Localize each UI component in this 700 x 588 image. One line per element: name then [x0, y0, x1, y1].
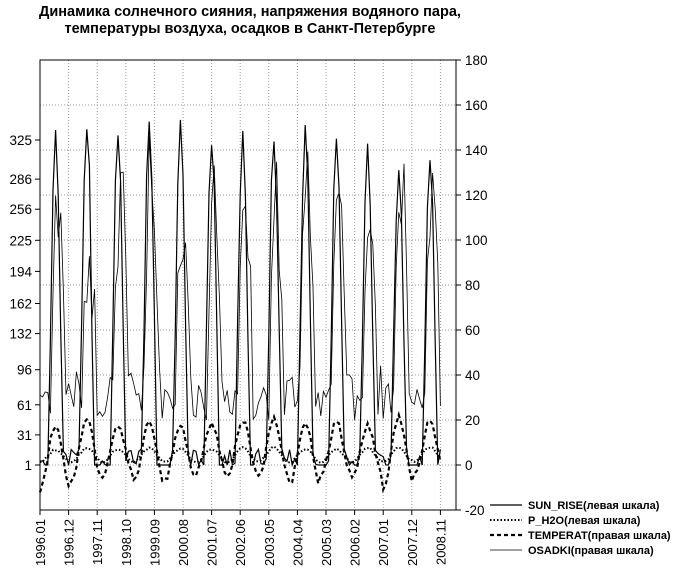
right-tick-label: 80 [465, 278, 481, 293]
right-tick-label: 160 [465, 98, 488, 113]
legend-label: SUN_RISE(левая шкала) [528, 500, 660, 512]
x-tick-label: 1996.12 [61, 519, 77, 566]
left-tick-label: 194 [9, 264, 32, 280]
right-tick-label: 40 [465, 368, 481, 383]
x-tick-label: 1998.10 [118, 519, 134, 566]
x-tick-label: 2008.11 [433, 519, 449, 566]
left-tick-label: 325 [9, 133, 32, 148]
right-tick-label: -20 [465, 503, 485, 518]
legend-label: TEMPERAT(правая шкала) [528, 530, 671, 542]
left-axis [9, 133, 40, 473]
x-tick-label: 1996.01 [33, 519, 48, 566]
x-tick-label: 1997.11 [90, 519, 106, 566]
left-tick-label: 256 [9, 202, 32, 218]
x-tick-label: 2000.08 [176, 519, 191, 566]
right-tick-label: 180 [465, 53, 488, 68]
x-tick-label: 2006.02 [347, 519, 363, 566]
legend [490, 500, 671, 557]
right-tick-label: 20 [465, 413, 481, 428]
left-tick-label: 286 [9, 172, 32, 188]
left-tick-label: 132 [9, 326, 32, 342]
series-line-osadki [40, 136, 440, 420]
left-tick-label: 61 [16, 397, 32, 413]
x-tick-label: 2002.06 [233, 519, 249, 566]
right-tick-label: 140 [465, 143, 488, 158]
legend-label: P_H2O(левая шкала) [528, 515, 641, 527]
left-tick-label: 162 [9, 296, 32, 312]
right-axis [456, 53, 488, 518]
left-tick-label: 1 [24, 458, 32, 473]
x-axis [33, 510, 448, 566]
right-tick-label: 120 [465, 188, 488, 203]
x-tick-label: 2003.05 [261, 519, 277, 566]
left-tick-label: 96 [16, 362, 32, 378]
right-tick-label: 100 [465, 233, 488, 248]
left-tick-label: 31 [16, 427, 32, 443]
chart-title-line-2: температуры воздуха, осадков в Санкт-Петербурге [64, 21, 436, 37]
x-tick-label: 2005.03 [319, 519, 334, 566]
x-tick-label: 1999.09 [147, 519, 163, 566]
right-tick-label: 0 [465, 458, 473, 473]
left-tick-label: 225 [9, 233, 32, 249]
right-tick-label: 60 [465, 323, 481, 338]
x-tick-label: 2007.12 [404, 519, 420, 566]
x-tick-label: 2004.04 [290, 519, 306, 566]
grid [40, 60, 456, 510]
chart-title-line-1: Динамика солнечного сияния, напряжения водяного пара, [39, 4, 461, 20]
legend-label: OSADKI(правая шкала) [528, 545, 654, 557]
x-tick-label: 2007.01 [376, 519, 392, 566]
x-tick-label: 2001.07 [204, 519, 220, 566]
